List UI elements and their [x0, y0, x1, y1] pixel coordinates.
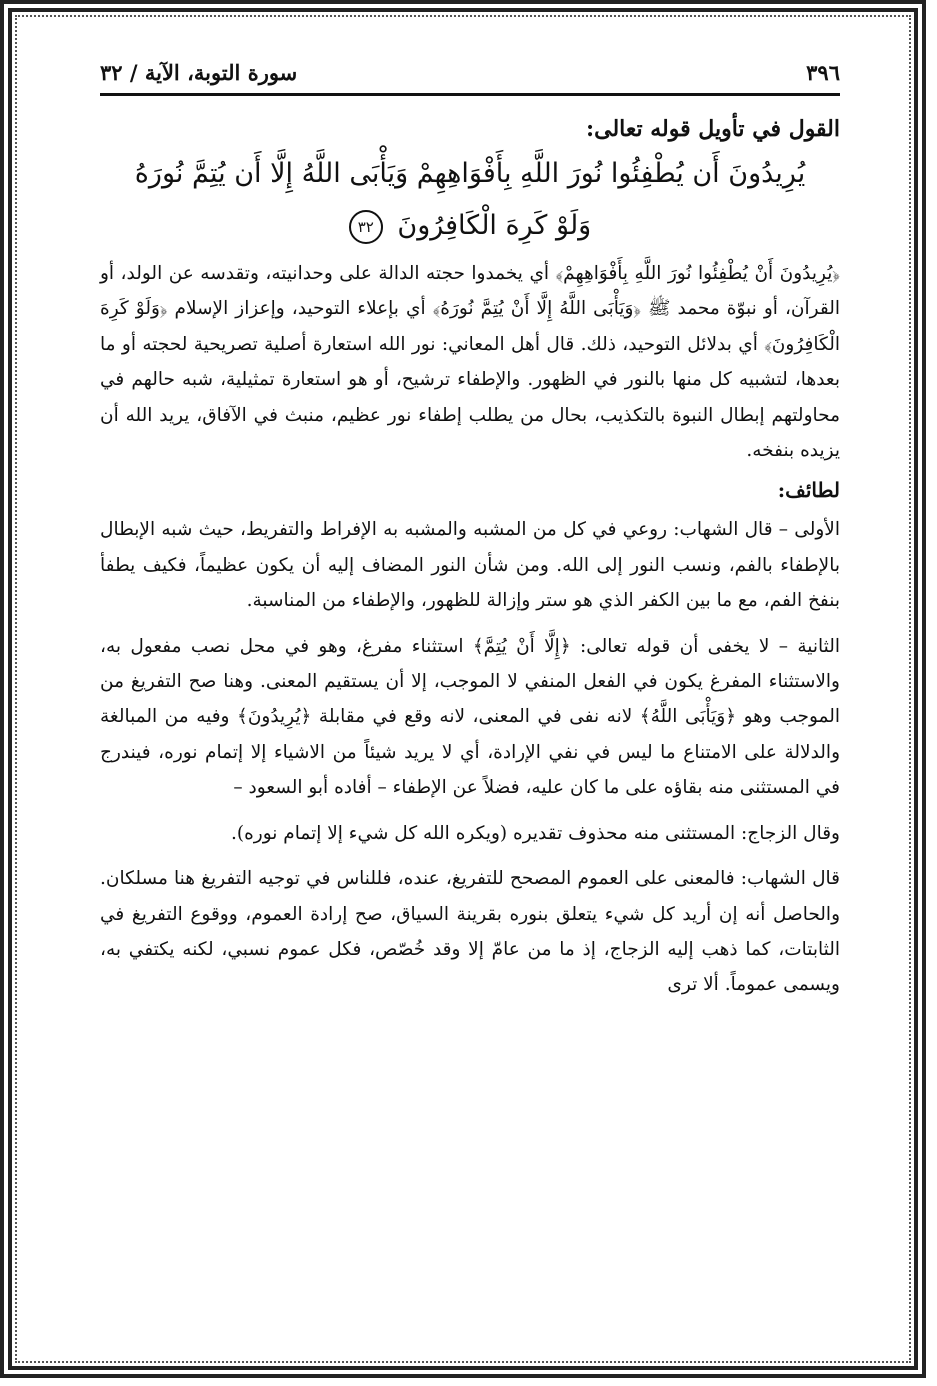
verse-line-2 — [100, 200, 840, 252]
verse-line-2-text: وَلَوْ كَرِهَ الْكَافِرُونَ — [397, 210, 592, 241]
verse-number-badge: ٣٢ — [349, 210, 383, 244]
page-number: ٣٩٦ — [806, 60, 840, 85]
section-title: القول في تأويل قوله تعالى: — [586, 116, 840, 142]
verse-line-1: يُرِيدُونَ أَن يُطْفِئُوا نُورَ اللَّهِ بِأَفْوَاهِهِمْ وَيَأْبَى اللَّهُ إِلَّا أَن يُتِمَّ نُورَهُ — [134, 158, 806, 189]
lataif-paragraph-2: الثانية – لا يخفى أن قوله تعالى: ﴿إِلَّا أَنْ يُتِمَّ﴾ استثناء مفرغ، وهو في محل نصب مفعول به، والاستثناء المفرغ يكون في الفعل المنفي لا الموجب، إلا أن يستقيم المعنى. وهنا صح التفريغ من الموجب وهو ﴿وَيَأْبَى اللَّهُ﴾ لانه نفى في المعنى، لانه وقع في مقابلة ﴿يُرِيدُونَ﴾ وفيه من المبالغة والدلالة على الامتناع ما ليس في نفي الإرادة، أي لا يريد شيئاً من الاشياء إلا إتمام نوره، فيندرج في المستثنى منه بقاؤه على ما كان عليه، فضلاً عن الإطفاء – أفاده أبو السعود – — [100, 635, 840, 799]
lataif-heading: لطائف: — [777, 478, 840, 503]
page-content — [100, 60, 840, 1013]
surah-reference: سورة التوبة، الآية / ٣٢ — [100, 60, 298, 85]
page-header — [100, 60, 840, 96]
lataif-paragraph-1: الأولى – قال الشهاب: روعي في كل من المشبه والمشبه به الإفراط والتفريط، حيث شبه الإبطال بالإطفاء بالفم، ونسب النور إلى الله. ومن شأن النور المضاف إليه أن يكون عظيماً، فكيف يطفأ بنفخ الفم، مع ما بين الكفر الذي هو ستر وإزالة للظهور، والإطفاء من المناسبة. — [100, 519, 840, 612]
lataif-paragraph-3: وقال الزجاج: المستثنى منه محذوف تقديره (ويكره الله كل شيء إلا إتمام نوره). — [230, 822, 840, 844]
lataif-paragraph-4: قال الشهاب: فالمعنى على العموم المصحح للتفريغ، عنده، فللناس في توجيه التفريغ هنا مسلكان. والحاصل أنه إن أريد كل شيء يتعلق بنوره بقرينة السياق، صح إرادة العموم، ووقوع التفريغ في الثابتات، كما ذهب إليه الزجاج، إذ ما من عامّ إلا وقد خُصّص، فكل عموم نسبي، لكنه يكتفي به، ويسمى عموماً. ألا ترى — [100, 868, 840, 996]
quran-verse — [100, 148, 840, 252]
commentary-paragraph: ﴿يُرِيدُونَ أَنْ يُطْفِئُوا نُورَ اللَّهِ بِأَفْوَاهِهِمْ﴾ أي يخمدوا حجته الدالة على وحدانيته، وتقدسه عن الولد، أو القرآن، أو نبوّة محمد ﷺ ﴿وَيَأْبَى اللَّهُ إِلَّا أَنْ يُتِمَّ نُورَهُ﴾ أي بإعلاء التوحيد، وإعزاز الإسلام ﴿وَلَوْ كَرِهَ الْكَافِرُونَ﴾ أي بدلائل التوحيد، ذلك. قال أهل المعاني: نور الله استعارة أصلية تصريحية لحجته أو ما بعدها، لتشبيه كل منها بالنور في الظهور. والإطفاء ترشيح، أو هو استعارة تمثيلية، شبه حالهم في محاولتهم إبطال النبوة بالتكذيب، بحال من يطلب إطفاء نور عظيم، منبث في الآفاق، يريد الله أن يزيده بنفخه. — [100, 263, 840, 462]
